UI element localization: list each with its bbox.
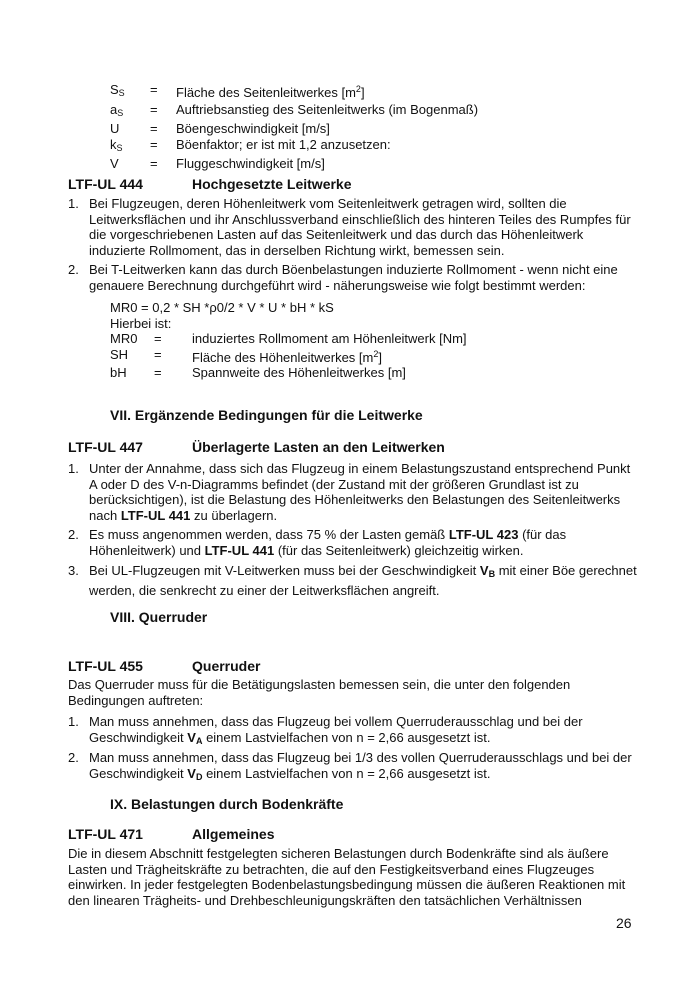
reference-link: LTF-UL 441 [204, 542, 275, 558]
equals-sign: = [154, 346, 162, 362]
item-text: Man muss annehmen, dass das Flugzeug bei 1/3 des vollen Querruderausschlags und bei der Geschwindigkeit $V_D$ einem Lastvielfachen von n = 2,66 ausgesetzt ist. [89, 750, 632, 782]
section-heading-471 [68, 826, 274, 842]
item-number: 2. [68, 262, 79, 277]
equals-sign: = [150, 156, 158, 172]
item-text: Man muss annehmen, dass das Flugzeug bei vollem Querruderausschlag und bei der Geschwindigkeit $V_A$ einem Lastvielfachen von n = 2,66 ausgesetzt ist. [89, 714, 583, 746]
list-item [68, 262, 638, 293]
definition-text: Fläche des Höhenleitwerkes [m [192, 349, 374, 365]
symbol-subscript: S [116, 142, 123, 153]
definition-text: Böengeschwindigkeit [m/s] [176, 121, 330, 137]
section-code: LTF-UL 444 [68, 176, 143, 192]
definition-text: Böenfaktor; er ist mit 1,2 anzusetzen: [176, 136, 391, 152]
definition-text: Fläche des Seitenleitwerkes [m [176, 85, 356, 100]
paragraph: Das Querruder muss für die Betätigungslasten bemessen sein, die unter den folgenden Bedingungen auftreten: [68, 677, 571, 708]
symbol: S [110, 82, 119, 97]
paragraph: Die in diesem Abschnitt festgelegten sicheren Belastungen durch Bodenkräfte sind als äußere Lasten und Trägheitskräfte zu betrachten, die auf den Festigkeitsverband eines Flugzeuges einwirken. In jeder festgelegten Bodenbelastungsbedingung müssen die äußeren Reaktionen mit den linearen Trägheits- und Drehbeschleunigungskräften den tatsächlichen Verhältnissen [68, 846, 626, 908]
reference-link: LTF-UL 423 [448, 527, 519, 542]
definition-row [110, 102, 478, 122]
symbol-definitions [110, 82, 478, 172]
formula-intro: Hierbei ist: [110, 315, 172, 331]
list-item [68, 750, 638, 785]
item-text: Bei UL-Flugzeugen mit V-Leitwerken muss bei der Geschwindigkeit $V_B$ mit einer Böe gerechnet werden, die senkrecht zu einer der Leitwerksflächen angreift. [89, 563, 637, 598]
definition-row: $S_S$ = Fläche des Seitenleitwerkes $[m^2]$ [110, 82, 365, 100]
definition-row [110, 331, 467, 347]
reference-link: LTF-UL 441 [120, 507, 191, 523]
list-item [68, 563, 638, 598]
velocity-symbol: V [187, 729, 196, 745]
velocity-symbol: V [187, 765, 196, 781]
definition-row [110, 121, 478, 137]
symbol-subscript: S [117, 107, 124, 118]
item-text: Es muss angenommen werden, dass 75 % der Lasten gemäß LTF-UL 423 (für das Höhenleitwerk) und LTF-UL 441 (für das Seitenleitwerk) gleichzeitig wirken. [89, 527, 567, 558]
definition-row [110, 365, 467, 381]
item-number: 1. [68, 714, 79, 729]
section-code: LTF-UL 471 [68, 826, 143, 842]
subsection-heading-vii: VII. Ergänzende Bedingungen für die Leitwerke [110, 407, 423, 423]
equals-sign: = [154, 365, 162, 381]
definition-text: Fluggeschwindigkeit [m/s] [176, 156, 325, 172]
section-heading-447 [68, 439, 445, 455]
section-title: Überlagerte Lasten an den Leitwerken [192, 439, 445, 455]
equals-sign: = [150, 121, 158, 137]
symbol: V [110, 156, 119, 172]
symbol: bH [110, 365, 127, 381]
list-item [68, 714, 638, 749]
definition-row [110, 137, 478, 157]
item-number: 1. [68, 461, 79, 476]
section-code: LTF-UL 455 [68, 658, 143, 674]
unit-superscript: 2 [373, 348, 379, 359]
section-title: Hochgesetzte Leitwerke [192, 176, 352, 192]
definition-row [110, 156, 478, 172]
item-number: 2. [68, 527, 79, 542]
item-text: Bei Flugzeugen, deren Höhenleitwerk vom Seitenleitwerk getragen wird, sollten die Leitwerksflächen und ihr Anschlussverband einschließlich des hinteren Teiles des Rumpfes für die vorgeschriebenen Lasten auf das Seitenleitwerk und das durch das Höhenleitwerk induzierte Rollmoment, das in derselben Richtung wirkt, bemessen sein. [89, 196, 631, 258]
symbol: U [110, 121, 120, 137]
list-item [68, 461, 638, 523]
definition-row: SH = Fläche des Höhenleitwerkes $[m^2]$ [110, 346, 382, 365]
section-heading-444 [68, 176, 352, 192]
page-number: 26 [616, 915, 632, 931]
symbol: a [110, 101, 118, 117]
equals-sign: = [154, 331, 162, 347]
section-code: LTF-UL 447 [68, 439, 143, 455]
equals-sign: = [150, 101, 158, 117]
item-text: Bei T-Leitwerken kann das durch Böenbelastungen induzierte Rollmoment - wenn nicht eine genauere Berechnung durchgeführt wird - näherungsweise wie folgt bestimmt werden: [89, 262, 618, 293]
subsection-heading-ix: IX. Belastungen durch Bodenkräfte [110, 796, 344, 812]
definition-text: Auftriebsanstieg des Seitenleitwerks (im Bogenmaß) [176, 101, 479, 117]
velocity-symbol: V [479, 563, 489, 578]
equals-sign: = [150, 136, 158, 152]
item-number: 1. [68, 196, 79, 211]
subsection-heading-viii: VIII. Querruder [110, 609, 208, 625]
section-title: Querruder [192, 658, 261, 674]
item-number: 3. [68, 563, 79, 578]
equals-sign: = [150, 82, 158, 97]
definition-text: Spannweite des Höhenleitwerkes [m] [192, 365, 406, 381]
section-heading-455 [68, 658, 260, 674]
symbol: k [110, 136, 117, 152]
symbol: SH [110, 346, 129, 362]
symbol: MR0 [110, 331, 138, 347]
unit-superscript: 2 [355, 84, 361, 94]
symbol-subscript: S [118, 88, 125, 98]
item-text: Unter der Annahme, dass sich das Flugzeug in einem Belastungszustand entsprechend Punkt A oder D des V-n-Diagramms befindet (der Zustand mit der größeren Grundlast ist zu berücksichtigen), ist die Belastung des Höhenleitwerks den Belastungen des Seitenleitwerks nach LTF-UL 441 zu überlagern. [89, 461, 631, 523]
definition-text: induziertes Rollmoment am Höhenleitwerk [Nm] [192, 331, 467, 347]
list-item [68, 196, 638, 258]
list-item [68, 527, 638, 558]
item-number: 2. [68, 750, 79, 765]
formula: MR0 = 0,2 * SH *ρ0/2 * V * U * bH * kS [110, 300, 334, 315]
formula-block [110, 300, 467, 381]
section-title: Allgemeines [192, 826, 275, 842]
